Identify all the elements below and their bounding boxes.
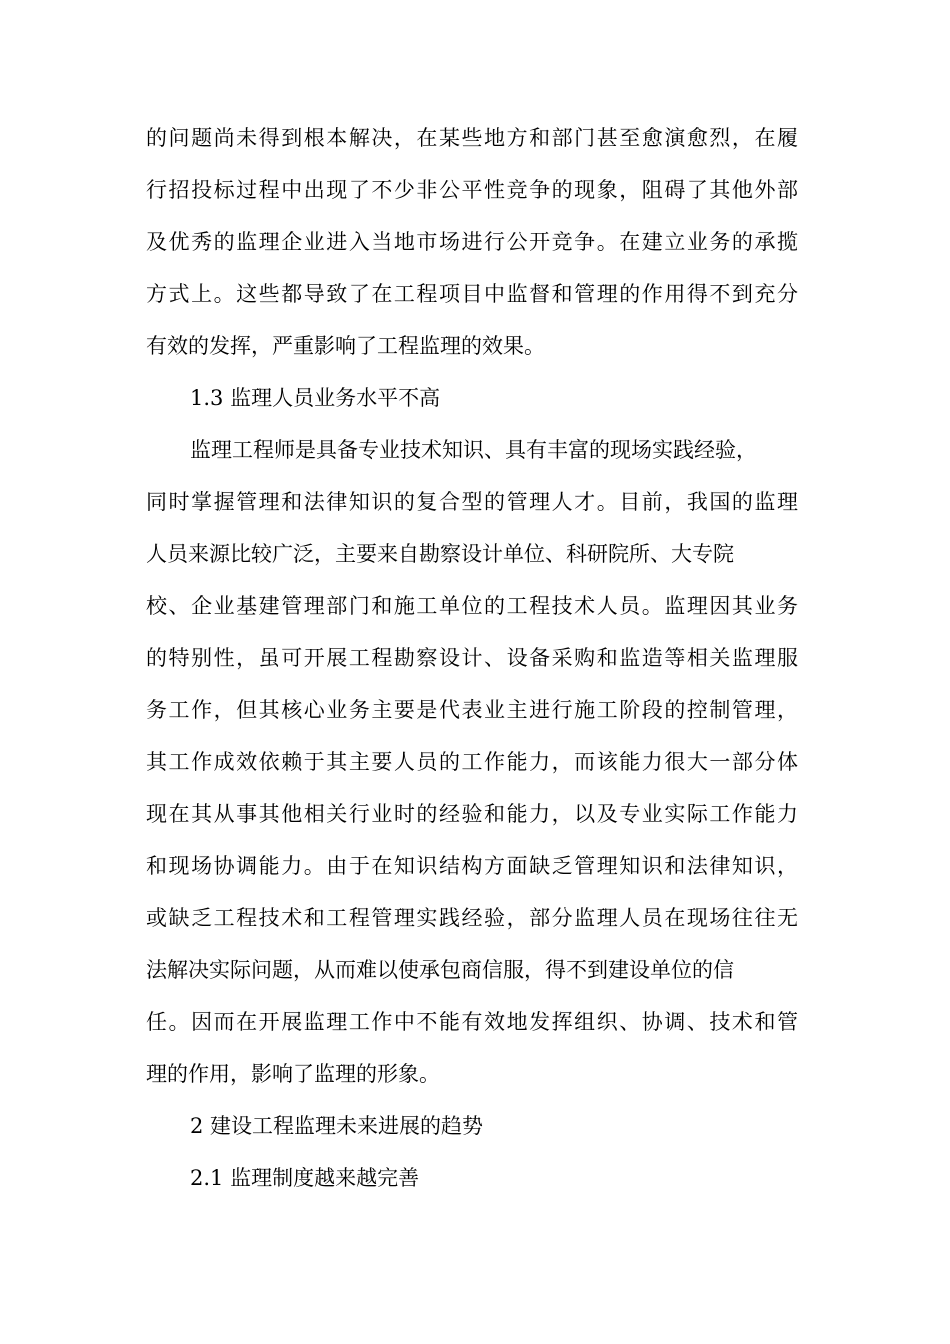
paragraph-line: 法解决实际问题，从而难以使承包商信服，得不到建设单位的信 — [146, 958, 734, 982]
section-heading-2-1: 2.1 监理制度越来越完善 — [190, 1166, 420, 1190]
paragraph-line: 及优秀的监理企业进入当地市场进行公开竞争。在建立业务的承揽 — [146, 230, 798, 254]
paragraph-line: 监理工程师是具备专业技术知识、具有丰富的现场实践经验， — [190, 438, 757, 462]
paragraph-line: 方式上。这些都导致了在工程项目中监督和管理的作用得不到充分 — [146, 282, 798, 306]
paragraph-line: 同时掌握管理和法律知识的复合型的管理人才。目前，我国的监理 — [146, 490, 798, 514]
paragraph-line: 的问题尚未得到根本解决，在某些地方和部门甚至愈演愈烈，在履 — [146, 126, 798, 150]
body-text — [146, 112, 806, 1204]
paragraph-line: 其工作成效依赖于其主要人员的工作能力，而该能力很大一部分体 — [146, 750, 798, 774]
paragraph-line: 务工作，但其核心业务主要是代表业主进行施工阶段的控制管理， — [146, 698, 798, 722]
paragraph-line: 人员来源比较广泛，主要来自勘察设计单位、科研院所、大专院 — [146, 542, 734, 566]
section-heading-1-3: 1.3 监理人员业务水平不高 — [190, 386, 441, 410]
section-heading-2: 2 建设工程监理未来进展的趋势 — [190, 1114, 484, 1138]
paragraph-line: 现在其从事其他相关行业时的经验和能力，以及专业实际工作能力 — [146, 802, 798, 826]
paragraph-line: 或缺乏工程技术和工程管理实践经验，部分监理人员在现场往往无 — [146, 906, 798, 930]
paragraph-line: 理的作用，影响了监理的形象。 — [146, 1062, 440, 1086]
paragraph-line: 有效的发挥，严重影响了工程监理的效果。 — [146, 334, 545, 358]
paragraph-line: 和现场协调能力。由于在知识结构方面缺乏管理知识和法律知识， — [146, 854, 798, 878]
paragraph-line: 校、企业基建管理部门和施工单位的工程技术人员。监理因其业务 — [146, 594, 798, 618]
paragraph-line: 行招投标过程中出现了不少非公平性竞争的现象，阻碍了其他外部 — [146, 178, 798, 202]
paragraph-line: 任。因而在开展监理工作中不能有效地发挥组织、协调、技术和管 — [146, 1010, 798, 1034]
paragraph-line: 的特别性，虽可开展工程勘察设计、设备采购和监造等相关监理服 — [146, 646, 798, 670]
